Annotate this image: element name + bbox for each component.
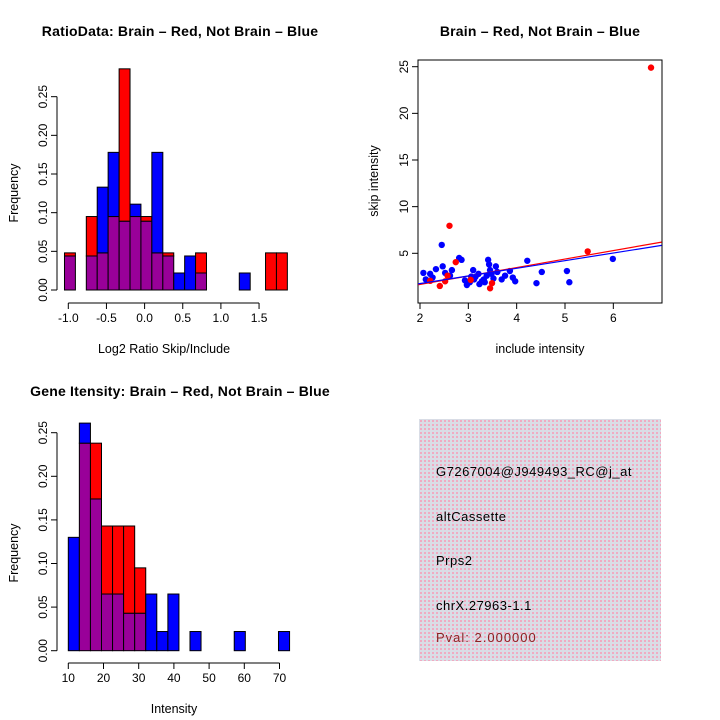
- y-tick-label: 0.20: [36, 464, 50, 488]
- y-tick-label: 0.15: [36, 162, 50, 186]
- scatter-panel: [360, 0, 720, 360]
- scatter-xlabel: include intensity: [495, 342, 585, 356]
- hist-bar-red: [141, 217, 152, 222]
- locus-text: chrX.27963-1.1: [436, 598, 532, 613]
- hist-bar-blue: [68, 537, 79, 650]
- pval-text: Pval: 2.000000: [436, 630, 537, 645]
- scatter-point-blue: [493, 263, 499, 269]
- scatter-point-blue: [482, 279, 488, 285]
- scatter-point-blue: [533, 280, 539, 286]
- x-tick-label: 10: [61, 671, 75, 685]
- x-tick-label: 30: [132, 671, 146, 685]
- hist-bar-red: [135, 568, 146, 613]
- x-tick-label: 1.0: [212, 311, 230, 325]
- y-tick-label: 0.15: [36, 508, 50, 532]
- ratio-histogram-panel: [0, 0, 360, 360]
- info-panel: [360, 360, 720, 720]
- scatter-plot-canvas: [360, 0, 720, 360]
- hist-bar-blue: [190, 632, 201, 651]
- y-tick-label: 5: [397, 249, 411, 257]
- x-tick-label: 1.5: [250, 311, 268, 325]
- scatter-point-blue: [440, 263, 446, 269]
- scatter-point-blue: [610, 256, 616, 262]
- hist-bar-red: [266, 253, 277, 290]
- hist-bar-red: [64, 253, 75, 256]
- hist-bar-blue: [168, 594, 179, 651]
- scatter-point-blue: [566, 279, 572, 285]
- hist-bar-overlap: [152, 253, 163, 290]
- scatter-point-red: [487, 285, 493, 291]
- x-tick-label: 50: [202, 671, 216, 685]
- ratio-histogram-ylabel: Frequency: [7, 163, 21, 223]
- scatter-point-red: [648, 64, 654, 70]
- hist-bar-overlap: [64, 256, 75, 290]
- scatter-point-blue: [449, 267, 455, 273]
- hist-bar-overlap: [141, 221, 152, 290]
- hist-bar-red: [276, 253, 287, 290]
- y-tick-label: 25: [397, 60, 411, 74]
- hist-bar-red: [196, 253, 207, 273]
- hist-bar-red: [113, 526, 124, 594]
- hist-bar-blue: [239, 273, 250, 290]
- scatter-title: Brain – Red, Not Brain – Blue: [439, 23, 641, 39]
- hist-bar-blue: [152, 152, 163, 253]
- info-box: [419, 419, 661, 661]
- hist-bar-overlap: [124, 613, 135, 650]
- y-tick-label: 0.20: [36, 123, 50, 148]
- y-tick-label: 0.05: [36, 239, 50, 264]
- hist-bar-red: [163, 253, 174, 256]
- scatter-point-blue: [564, 268, 570, 274]
- scatter-point-blue: [486, 261, 492, 267]
- hist-bar-overlap: [135, 613, 146, 650]
- hist-bar-overlap: [90, 499, 101, 651]
- scatter-point-blue: [439, 242, 445, 248]
- event-type-text: altCassette: [436, 509, 507, 524]
- x-tick-label: 0.5: [174, 311, 192, 325]
- hist-bar-overlap: [119, 221, 130, 290]
- hist-bar-overlap: [196, 273, 207, 290]
- hist-bar-overlap: [101, 594, 112, 651]
- hist-bar-blue: [108, 152, 119, 216]
- hist-bar-overlap: [86, 256, 97, 290]
- y-tick-label: 0.00: [36, 639, 50, 663]
- hist-bar-red: [86, 217, 97, 256]
- scatter-point-red: [444, 272, 450, 278]
- scatter-point-red: [585, 248, 591, 254]
- y-tick-label: 0.10: [36, 200, 50, 225]
- probe-id-text: G7267004@J949493_RC@j_at: [436, 464, 632, 479]
- x-tick-label: 3: [464, 311, 472, 325]
- hist-bar-red: [119, 69, 130, 221]
- hist-bar-blue: [79, 423, 90, 443]
- scatter-point-blue: [502, 272, 508, 278]
- scatter-point-red: [468, 277, 474, 283]
- y-tick-label: 0.25: [36, 421, 50, 445]
- gene-histogram-title: Gene Itensity: Brain – Red, Not Brain – Blue: [30, 383, 330, 399]
- scatter-point-blue: [458, 257, 464, 263]
- scatter-ylabel: skip intensity: [367, 145, 381, 217]
- x-tick-label: 60: [237, 671, 251, 685]
- hist-bar-blue: [146, 594, 157, 651]
- hist-bar-overlap: [108, 217, 119, 290]
- hist-bar-blue: [278, 632, 289, 651]
- hist-bar-overlap: [79, 443, 90, 651]
- hist-bar-red: [124, 526, 135, 613]
- y-tick-label: 20: [397, 106, 411, 121]
- scatter-point-blue: [512, 278, 518, 284]
- hist-bar-overlap: [113, 594, 124, 651]
- hist-bar-blue: [185, 256, 196, 290]
- hist-bar-blue: [97, 187, 108, 253]
- gene-histogram-panel: [0, 360, 360, 720]
- hist-bar-overlap: [163, 256, 174, 290]
- gene-name-text: Prps2: [436, 553, 473, 568]
- hist-bar-red: [90, 443, 101, 499]
- y-tick-label: 0.05: [36, 595, 50, 619]
- y-tick-label: 0.25: [36, 84, 50, 109]
- x-tick-label: 0.0: [136, 311, 153, 325]
- hist-bar-blue: [157, 632, 168, 651]
- scatter-point-red: [437, 283, 443, 289]
- x-tick-label: -1.0: [57, 311, 79, 325]
- scatter-point-blue: [433, 266, 439, 272]
- hist-bar-overlap: [130, 217, 141, 290]
- gene-histogram-canvas: [0, 360, 360, 720]
- scatter-point-red: [453, 259, 459, 265]
- scatter-point-blue: [524, 258, 530, 264]
- x-tick-label: -0.5: [96, 311, 117, 325]
- y-tick-label: 10: [397, 199, 411, 214]
- ratio-histogram-title: RatioData: Brain – Red, Not Brain – Blue: [41, 23, 319, 39]
- y-tick-label: 0.00: [36, 278, 50, 302]
- y-tick-label: 15: [397, 153, 411, 167]
- gene-histogram-ylabel: Frequency: [7, 523, 21, 583]
- scatter-point-red: [446, 223, 452, 229]
- scatter-point-blue: [470, 267, 476, 273]
- hist-bar-blue: [174, 273, 185, 290]
- hist-bar-overlap: [97, 253, 108, 290]
- x-tick-label: 2: [416, 311, 424, 325]
- hist-bar-blue: [130, 204, 141, 216]
- gene-histogram-xlabel: Intensity: [150, 702, 198, 716]
- hist-bar-red: [101, 526, 112, 594]
- scatter-point-blue: [420, 270, 426, 276]
- x-tick-label: 20: [96, 671, 111, 685]
- x-tick-label: 70: [272, 671, 287, 685]
- hist-bar-blue: [234, 632, 245, 651]
- scatter-point-blue: [539, 269, 545, 275]
- x-tick-label: 4: [513, 311, 521, 325]
- ratio-histogram-canvas: [0, 0, 360, 360]
- ratio-histogram-xlabel: Log2 Ratio Skip/Include: [97, 342, 231, 356]
- plot-box: [418, 60, 662, 303]
- x-tick-label: 6: [609, 311, 617, 325]
- x-tick-label: 40: [167, 671, 181, 685]
- x-tick-label: 5: [561, 311, 569, 325]
- y-tick-label: 0.10: [36, 551, 50, 576]
